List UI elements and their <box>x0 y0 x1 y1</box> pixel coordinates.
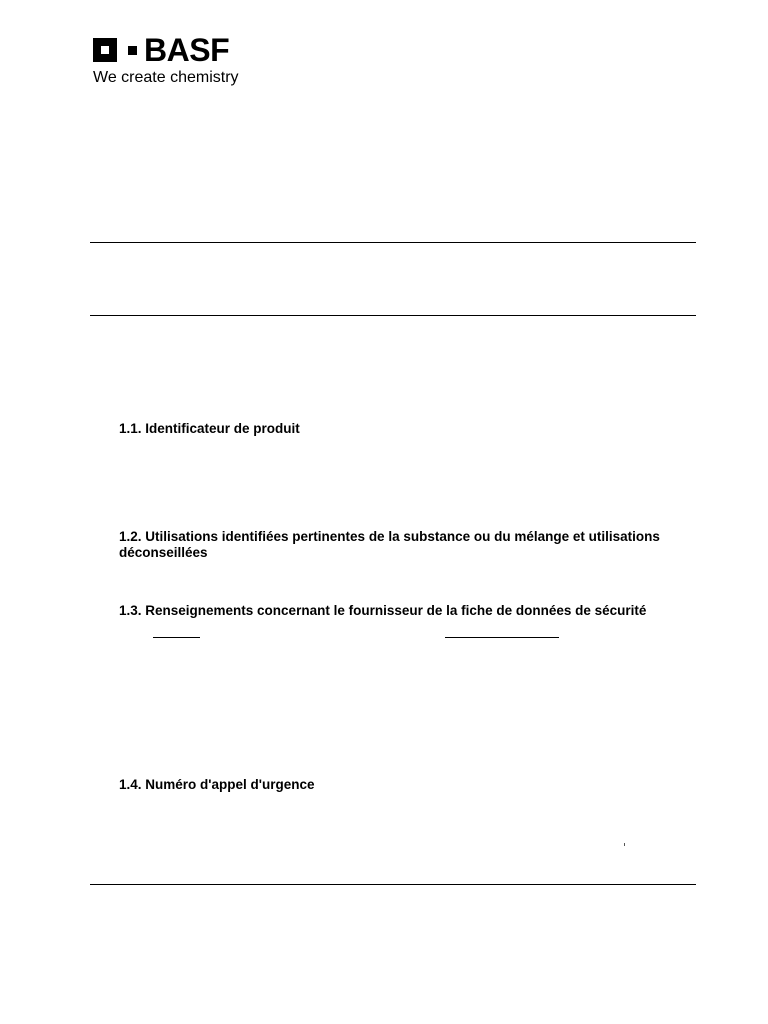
divider-top <box>90 242 696 243</box>
logo-mark <box>93 32 230 68</box>
logo-square-outline-icon <box>93 38 117 62</box>
section-heading-1-1: 1.1. Identificateur de produit <box>119 421 300 436</box>
blank-underline-right <box>445 637 559 638</box>
blank-underline-left <box>153 637 200 638</box>
logo-wordmark: BASF <box>144 32 230 68</box>
stray-mark <box>624 843 625 846</box>
logo-square-solid-icon <box>128 46 137 55</box>
section-heading-1-4: 1.4. Numéro d'appel d'urgence <box>119 777 315 792</box>
basf-logo <box>93 32 253 92</box>
logo-tagline: We create chemistry <box>93 69 239 86</box>
section-heading-1-3: 1.3. Renseignements concernant le fournisseur de la fiche de données de sécurité <box>119 603 647 618</box>
section-heading-1-2: 1.2. Utilisations identifiées pertinentes de la substance ou du mélange et utilisations déconseillées <box>119 529 660 560</box>
divider-bottom <box>90 884 696 885</box>
divider-header-bottom <box>90 315 696 316</box>
